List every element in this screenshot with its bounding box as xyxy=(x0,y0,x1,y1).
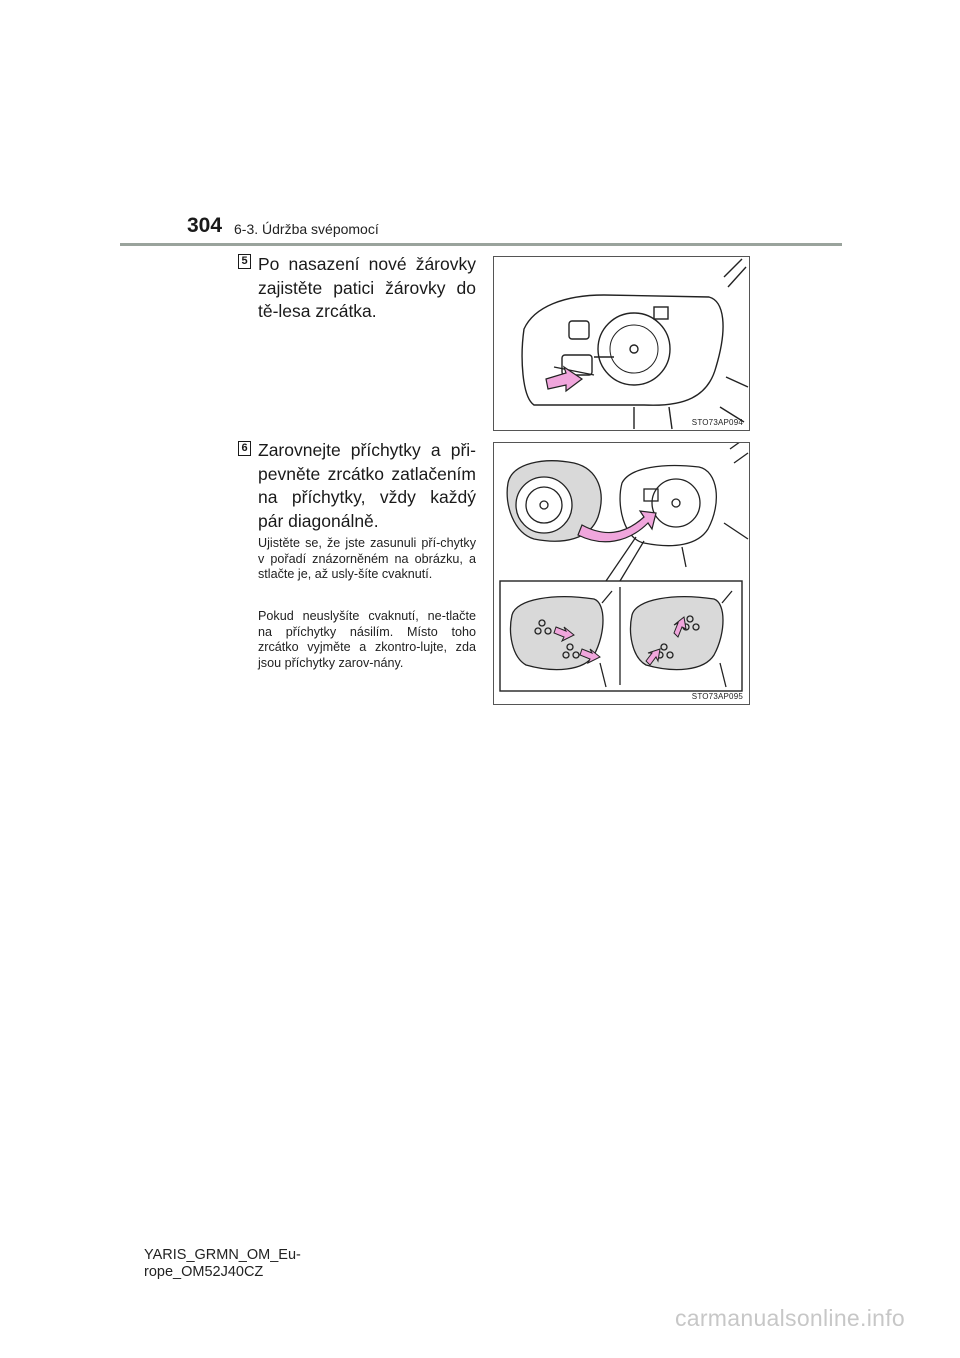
header-rule xyxy=(120,243,842,246)
footer-line-1: YARIS_GRMN_OM_Eu- xyxy=(144,1247,301,1263)
mirror-bulb-illustration xyxy=(494,257,749,430)
push-arrow-icon xyxy=(546,367,582,391)
step-6-text: Zarovnejte příchytky a při-pevněte zrcátko zatlačením na příchytky, vždy každý pár diagonálně. xyxy=(258,440,476,531)
footer-line-2: rope_OM52J40CZ xyxy=(144,1264,264,1280)
footer-doc-code xyxy=(144,1247,301,1281)
section-title: 6-3. Údržba svépomocí xyxy=(234,221,379,237)
figure-mirror-clips xyxy=(493,442,750,705)
figure-code: STO73AP094 xyxy=(691,418,743,427)
step-5-text: Po nasazení nové žárovky zajistěte patici žárovky do tě-lesa zrcátka. xyxy=(258,254,476,321)
step-6-badge: 6 xyxy=(238,441,251,456)
mirror-clips-illustration xyxy=(494,443,749,704)
step-6-note-2: Pokud neuslyšíte cvaknutí, ne-tlačte na příchytky násilím. Místo toho zrcátko vyjměte a zkontro-lujte, zda jsou příchytky zarov-nány. xyxy=(258,609,476,670)
page-number: 304 xyxy=(187,214,223,237)
watermark: carmanualsonline.info xyxy=(674,1305,905,1331)
figure-bulb-socket xyxy=(493,256,750,431)
figure-code: STO73AP095 xyxy=(691,692,743,701)
step-6-note-1: Ujistěte se, že jste zasunuli pří-chytky v pořadí znázorněném na obrázku, a stlačte je, až usly-šíte cvaknutí. xyxy=(258,536,476,582)
step-5-badge: 5 xyxy=(238,254,251,269)
